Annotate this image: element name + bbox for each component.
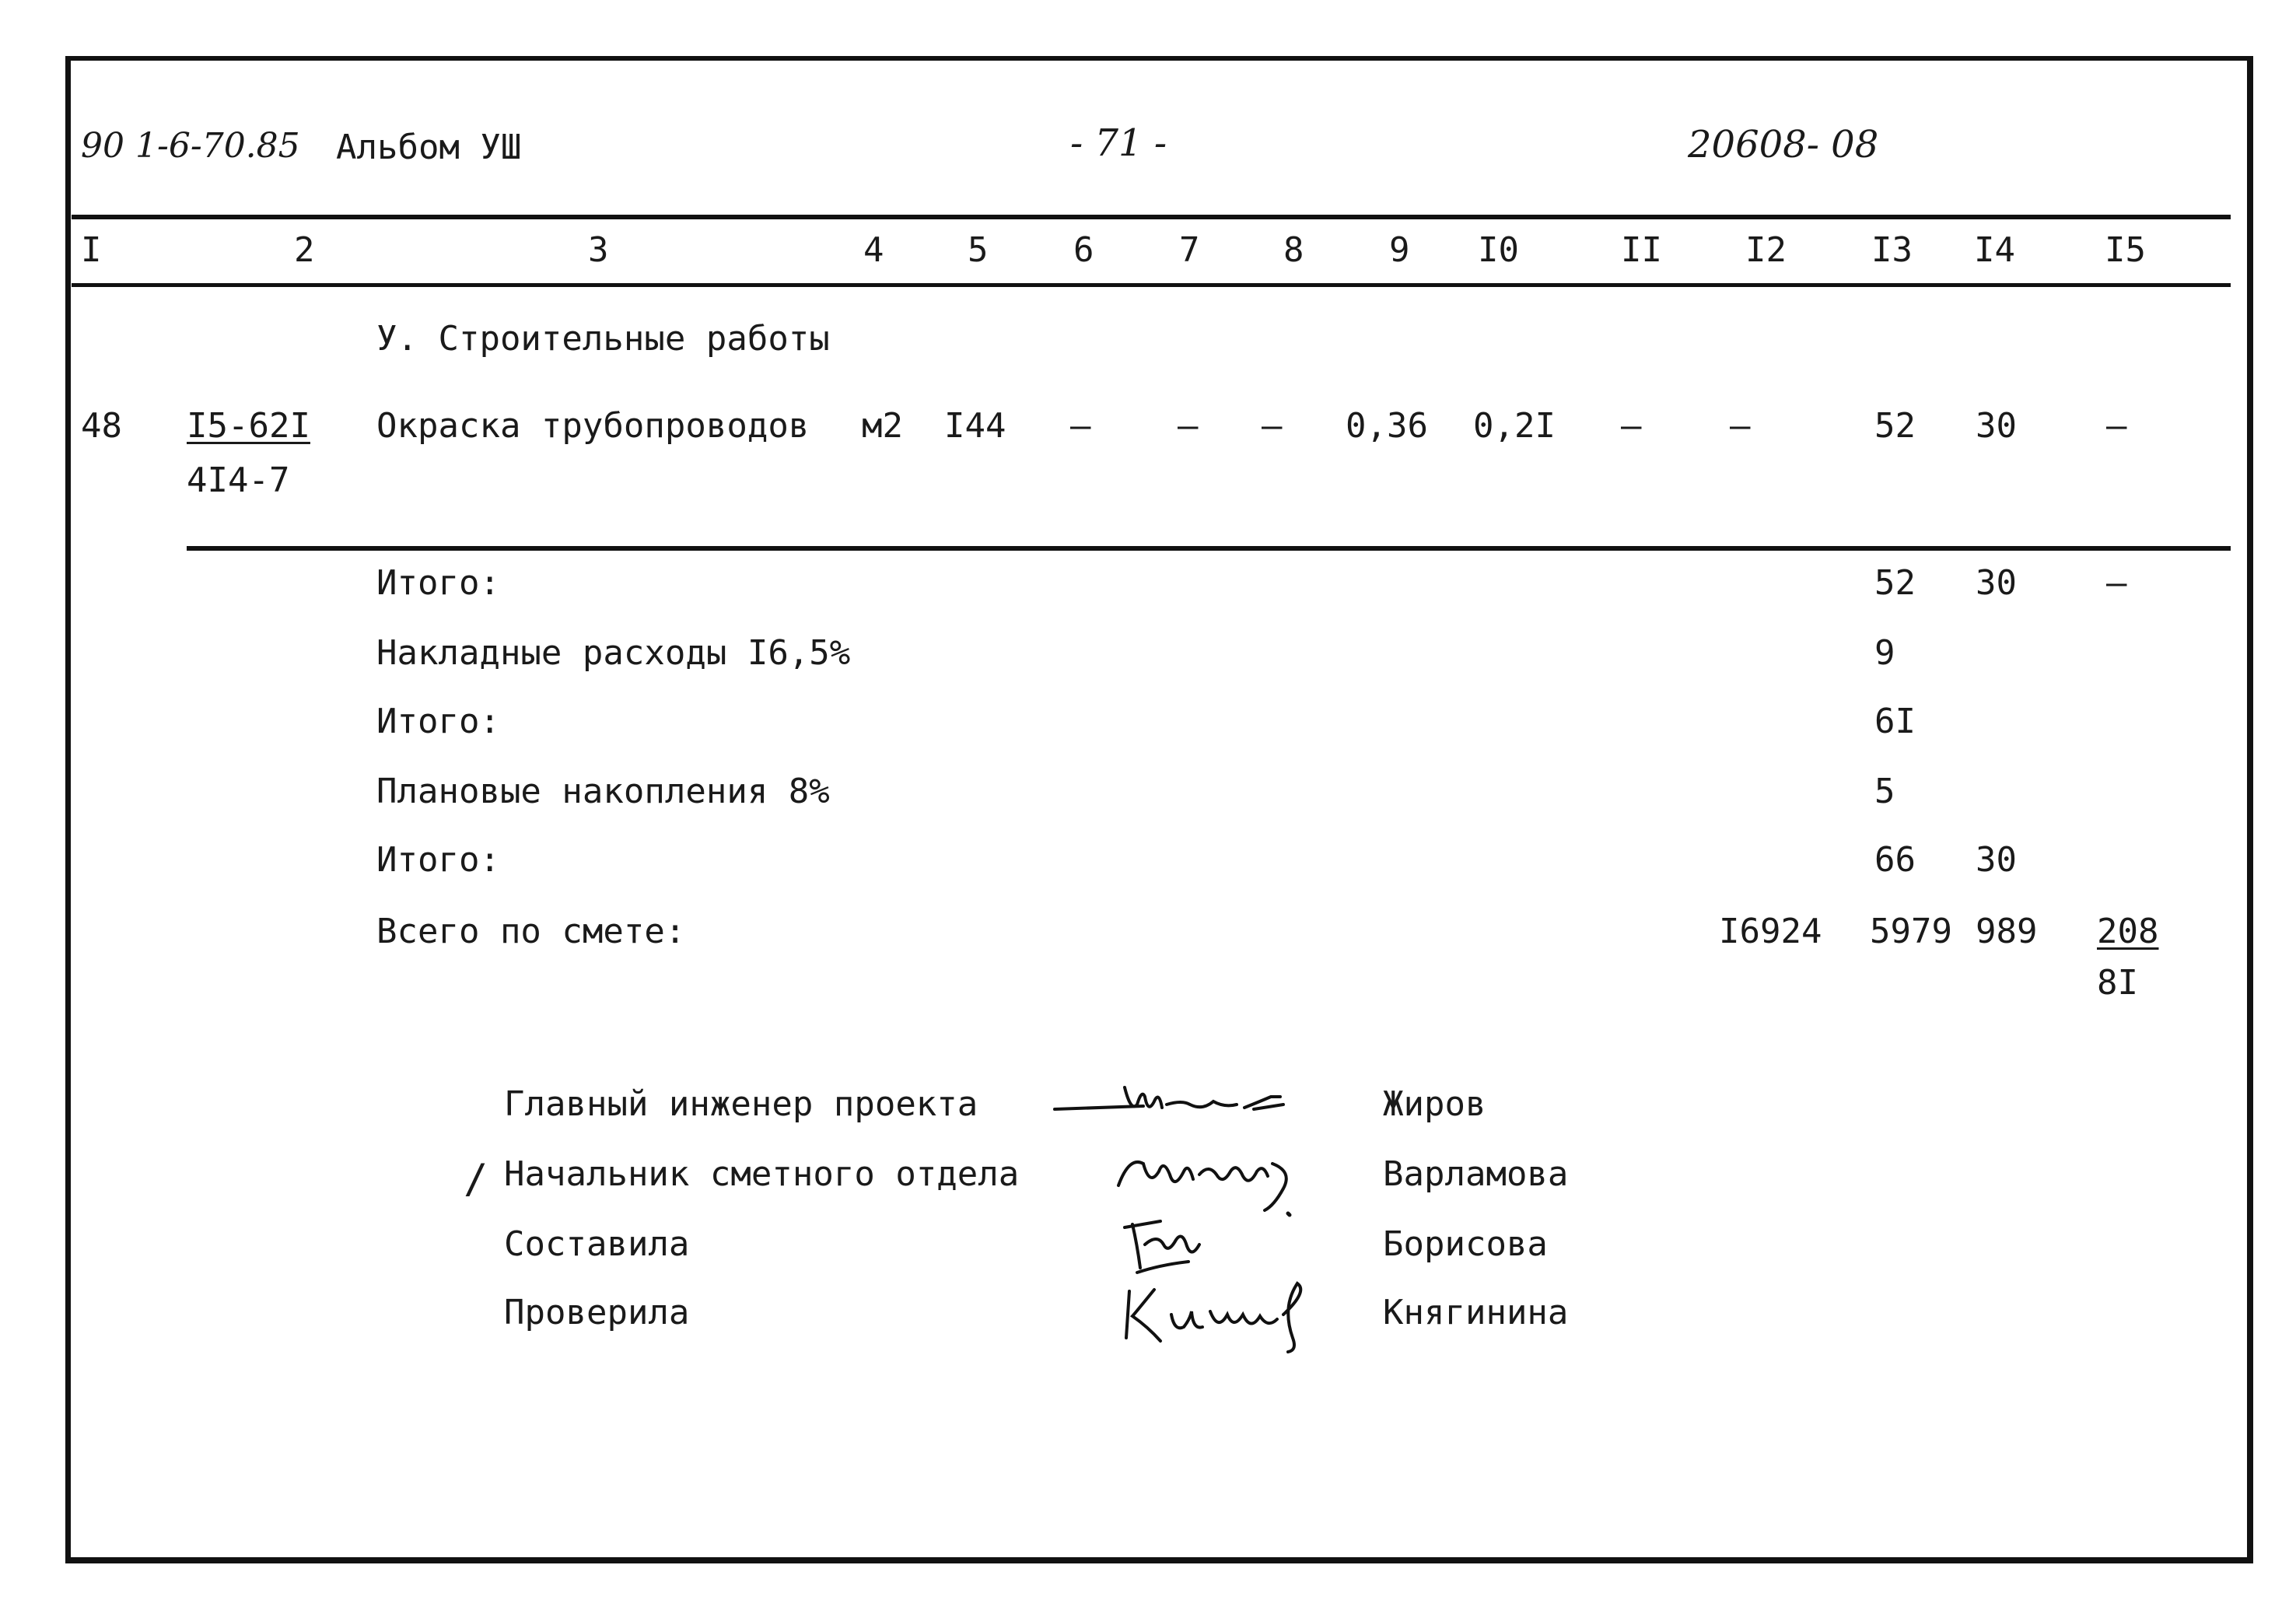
row-col9: 0,36 [1346,406,1428,446]
signature-role: Составила [504,1224,690,1264]
row-col13: 52 [1874,406,1916,446]
summary-label: Итого: [376,702,500,741]
handwritten-signature-4 [1117,1276,1335,1353]
total-col15-bottom: 8I [2097,963,2138,1003]
row-col12: – [1730,406,1751,446]
signature-name: Варламова [1383,1154,1569,1194]
row-qty: I44 [944,406,1006,446]
handwritten-signature-3 [1114,1213,1223,1283]
row-col14: 30 [1976,406,2017,446]
summary-col13: 9 [1874,633,1895,673]
project-number: 20608- 08 [1688,123,1879,166]
col-header-12: I2 [1745,230,1787,270]
row-col15: – [2106,406,2127,446]
summary-col13: 52 [1874,563,1916,603]
subtotal-rule [187,546,2231,551]
col-header-14: I4 [1974,230,2015,270]
doc-code: 90 1-6-70.85 [81,126,300,166]
summary-col15: – [2106,563,2127,603]
album-label: Альбом УШ [336,128,522,167]
summary-label: Итого: [376,563,500,603]
col-header-15: I5 [2105,230,2146,270]
handwritten-signature-2 [1112,1140,1314,1218]
col-header-11: II [1621,230,1662,270]
col-header-1: I [81,230,102,270]
summary-col14: 30 [1976,840,2017,880]
summary-col13: 6I [1874,702,1916,741]
col-header-8: 8 [1283,230,1304,270]
col-header-13: I3 [1871,230,1913,270]
row-col8: – [1262,406,1283,446]
row-unit: м2 [862,406,903,446]
total-col12: I6924 [1719,912,1822,951]
row-col6: – [1070,406,1091,446]
signature-role: Главный инженер проекта [504,1084,978,1124]
summary-label: Итого: [376,840,500,880]
signature-name: Княгинина [1383,1293,1569,1332]
signature-name: Борисова [1383,1224,1548,1264]
col-header-7: 7 [1179,230,1200,270]
row-col10: 0,2I [1473,406,1556,446]
total-col13: 5979 [1870,912,1952,951]
col-header-6: 6 [1073,230,1094,270]
signature-role: Проверила [504,1293,690,1332]
handwritten-signature-1 [1050,1073,1314,1136]
signature-role: Начальник сметного отдела [504,1154,1020,1194]
col-header-3: 3 [588,230,609,270]
header-rule-top [72,215,2231,219]
header-rule-bottom [72,283,2231,287]
total-label: Всего по смете: [376,912,686,951]
col-header-10: I0 [1478,230,1519,270]
row-name: Окраска трубопроводов [376,406,810,446]
row-col7: – [1178,406,1199,446]
col-header-2: 2 [294,230,315,270]
section-title: У. Строительные работы [376,319,830,359]
row-code-top: I5-62I [187,406,310,446]
summary-label: Плановые накопления 8% [376,772,830,811]
row-number: 48 [81,406,122,446]
summary-col13: 66 [1874,840,1916,880]
margin-mark: / [464,1156,488,1203]
total-col14: 989 [1976,912,2038,951]
col-header-5: 5 [968,230,989,270]
summary-col14: 30 [1976,563,2017,603]
col-header-9: 9 [1389,230,1410,270]
row-code-bottom: 4I4-7 [187,460,290,500]
total-col15-top: 208 [2097,912,2159,951]
summary-label: Накладные расходы I6,5% [376,633,851,673]
page-number: - 71 - [1070,121,1167,165]
summary-col13: 5 [1874,772,1895,811]
col-header-4: 4 [863,230,884,270]
row-col11: – [1621,406,1642,446]
signature-name: Жиров [1383,1084,1486,1124]
